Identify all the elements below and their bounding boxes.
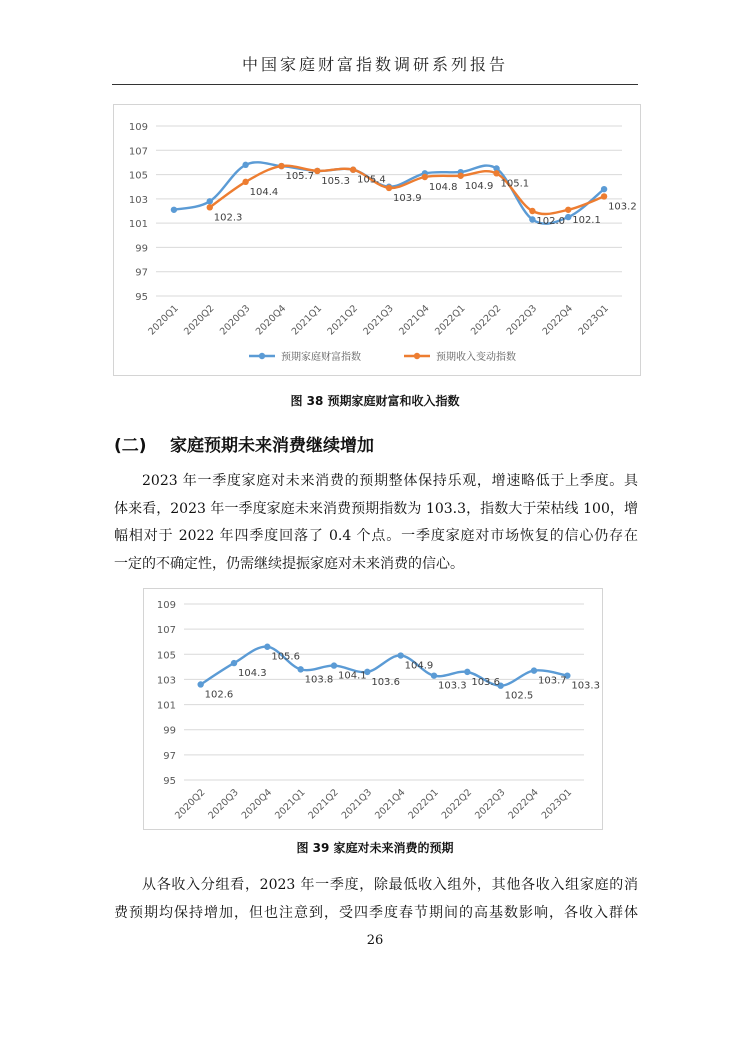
data-label: 104.9 bbox=[404, 660, 434, 672]
data-point bbox=[464, 669, 470, 675]
data-point bbox=[493, 170, 499, 176]
x-tick-label: 2020Q1 bbox=[146, 303, 181, 338]
x-tick-label: 2021Q2 bbox=[325, 303, 360, 338]
paragraph-line: 体来看，2023 年一季度家庭未来消费预期指数为 103.3，指数大于荣枯线 100，增 bbox=[114, 500, 638, 517]
section-number: (二) bbox=[114, 436, 147, 456]
data-label: 103.9 bbox=[393, 192, 422, 204]
x-tick-label: 2021Q4 bbox=[397, 303, 432, 338]
data-label: 105.4 bbox=[357, 174, 386, 186]
data-label: 104.8 bbox=[428, 182, 458, 193]
x-tick-label: 2021Q1 bbox=[289, 303, 325, 338]
page-header-title: 中国家庭财富指数调研系列报告 bbox=[241, 55, 508, 74]
data-label: 104.9 bbox=[464, 180, 494, 192]
x-tick-label: 2020Q4 bbox=[239, 787, 275, 822]
data-point bbox=[431, 672, 437, 678]
data-point bbox=[386, 185, 392, 191]
chart-39-caption: 图 39 家庭对未来消费的预期 bbox=[296, 841, 454, 855]
data-label: 102.0 bbox=[536, 216, 566, 227]
data-label: 105.3 bbox=[321, 175, 350, 187]
y-tick-label: 97 bbox=[163, 750, 176, 762]
data-label: 102.6 bbox=[204, 689, 234, 701]
x-tick-label: 2022Q3 bbox=[473, 787, 508, 822]
chart-39-frame bbox=[143, 588, 603, 830]
data-point bbox=[207, 198, 213, 204]
y-tick-label: 109 bbox=[156, 600, 176, 611]
x-tick-label: 2023Q1 bbox=[539, 787, 575, 822]
data-label: 103.6 bbox=[471, 676, 500, 688]
x-tick-label: 2023Q1 bbox=[576, 303, 611, 338]
data-label: 104.1 bbox=[338, 670, 367, 682]
y-tick-label: 109 bbox=[128, 122, 148, 133]
data-point bbox=[207, 204, 213, 210]
paragraph-line: 费预期均保持增加，但也注意到，受四季度春节期间的高基数影响，各收入群体 bbox=[114, 904, 638, 921]
y-tick-label: 101 bbox=[156, 700, 176, 712]
y-tick-label: 99 bbox=[135, 243, 148, 255]
header-rule bbox=[112, 84, 638, 85]
y-tick-label: 101 bbox=[128, 219, 148, 231]
data-point bbox=[565, 207, 571, 213]
x-tick-label: 2020Q3 bbox=[218, 303, 253, 338]
y-tick-label: 103 bbox=[128, 194, 148, 206]
data-label: 102.5 bbox=[504, 690, 534, 702]
legend-marker-dot bbox=[414, 353, 420, 359]
data-point bbox=[531, 667, 537, 673]
y-tick-label: 103 bbox=[156, 675, 176, 687]
y-tick-label: 105 bbox=[128, 170, 148, 182]
data-point bbox=[171, 207, 177, 213]
section-title: 家庭预期未来消费继续增加 bbox=[170, 436, 374, 456]
data-point bbox=[231, 660, 237, 666]
data-label: 103.3 bbox=[571, 680, 600, 692]
x-tick-label: 2020Q2 bbox=[182, 303, 217, 338]
data-label: 103.6 bbox=[371, 676, 400, 688]
x-tick-label: 2021Q1 bbox=[273, 787, 308, 822]
y-tick-label: 97 bbox=[135, 267, 148, 279]
data-label: 104.4 bbox=[249, 186, 279, 198]
chart-38-frame bbox=[113, 104, 641, 376]
chart-38-svg bbox=[114, 105, 640, 375]
y-tick-label: 99 bbox=[163, 725, 176, 737]
data-label: 105.6 bbox=[271, 651, 300, 663]
y-tick-label: 107 bbox=[128, 146, 148, 158]
data-point bbox=[242, 179, 248, 185]
legend-marker-dot bbox=[259, 353, 265, 359]
data-point bbox=[397, 652, 403, 658]
x-tick-label: 2021Q4 bbox=[373, 787, 408, 822]
y-tick-label: 105 bbox=[156, 650, 176, 662]
data-point bbox=[278, 163, 284, 169]
x-tick-label: 2020Q2 bbox=[173, 787, 208, 822]
data-point bbox=[242, 162, 248, 168]
data-label: 102.3 bbox=[213, 212, 243, 224]
data-point bbox=[314, 168, 320, 174]
x-tick-label: 2021Q3 bbox=[361, 303, 396, 338]
x-tick-label: 2020Q3 bbox=[206, 787, 241, 822]
data-label: 104.3 bbox=[238, 668, 267, 680]
data-point bbox=[601, 186, 607, 192]
x-tick-label: 2022Q4 bbox=[506, 787, 541, 822]
data-label: 102.1 bbox=[572, 214, 601, 226]
legend-label: 预期家庭财富指数 bbox=[281, 352, 361, 363]
data-point bbox=[422, 174, 428, 180]
page-number: 26 bbox=[366, 933, 384, 948]
data-label: 105.1 bbox=[500, 178, 530, 190]
x-tick-label: 2021Q3 bbox=[339, 787, 375, 822]
data-point bbox=[601, 193, 607, 199]
y-tick-label: 107 bbox=[156, 625, 176, 637]
paragraph-line: 2023 年一季度家庭对未来消费的预期整体保持乐观，增速略低于上季度。具 bbox=[142, 473, 638, 489]
data-label: 103.3 bbox=[438, 680, 467, 692]
y-tick-label: 95 bbox=[135, 292, 148, 303]
chart-39-svg bbox=[144, 589, 602, 829]
x-tick-label: 2021Q2 bbox=[306, 787, 341, 822]
data-point bbox=[331, 662, 337, 668]
paragraph-line: 幅相对于 2022 年四季度回落了 0.4 个点。一季度家庭对市场恢复的信心仍存在 bbox=[114, 528, 638, 544]
x-tick-label: 2022Q1 bbox=[406, 787, 441, 822]
legend-label: 预期收入变动指数 bbox=[436, 352, 516, 363]
data-label: 103.7 bbox=[538, 675, 567, 687]
y-tick-label: 95 bbox=[163, 776, 176, 787]
data-point bbox=[529, 216, 535, 222]
x-tick-label: 2022Q4 bbox=[540, 303, 576, 338]
data-label: 105.7 bbox=[285, 171, 315, 183]
x-tick-label: 2020Q4 bbox=[253, 303, 289, 338]
chart-38-caption: 图 38 预期家庭财富和收入指数 bbox=[290, 394, 460, 408]
x-tick-label: 2022Q2 bbox=[468, 303, 504, 338]
data-point bbox=[350, 167, 356, 173]
paragraph-2 bbox=[114, 872, 638, 927]
data-point bbox=[297, 666, 303, 672]
data-point bbox=[264, 644, 270, 650]
data-point bbox=[529, 208, 535, 214]
x-tick-label: 2022Q3 bbox=[504, 303, 540, 338]
data-label: 103.8 bbox=[304, 674, 334, 686]
data-label: 103.2 bbox=[608, 201, 637, 213]
paragraph-line: 从各收入分组看，2023 年一季度，除最低收入组外，其他各收入组家庭的消 bbox=[142, 877, 638, 893]
paragraph-line: 一定的不确定性，仍需继续提振家庭对未来消费的信心。 bbox=[114, 555, 464, 572]
data-point bbox=[565, 214, 571, 220]
section-heading bbox=[114, 431, 374, 456]
paragraph-1 bbox=[114, 468, 638, 578]
x-tick-label: 2022Q2 bbox=[439, 787, 475, 822]
x-tick-label: 2022Q1 bbox=[433, 303, 468, 338]
data-point bbox=[457, 173, 463, 179]
data-point bbox=[197, 681, 203, 687]
